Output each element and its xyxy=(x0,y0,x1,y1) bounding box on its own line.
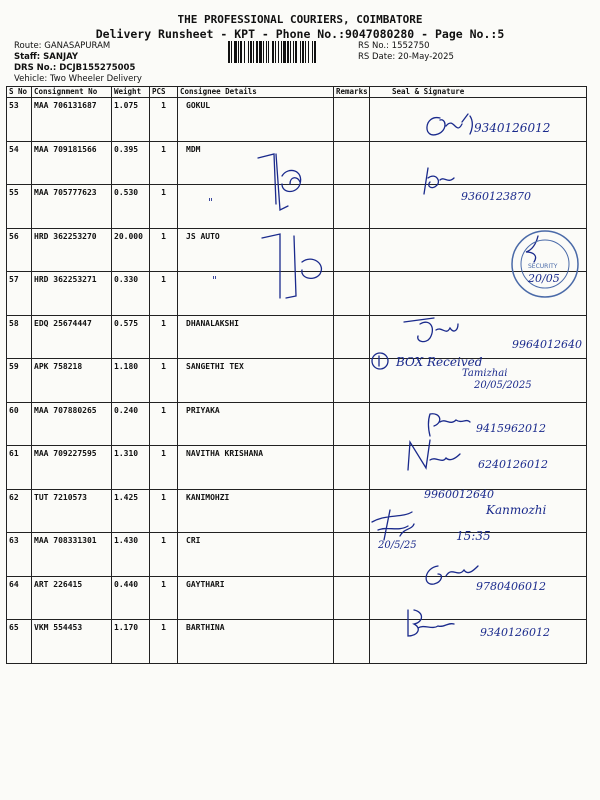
cell-remarks xyxy=(334,620,370,664)
table-row xyxy=(7,533,587,577)
phone-55: 9360123870 xyxy=(461,190,531,203)
phone-62: 9960012640 xyxy=(424,488,494,501)
rs-date: RS Date: 20-May-2025 xyxy=(358,52,454,62)
name-59: Tamizhai xyxy=(462,368,508,379)
cell-consignee: JS AUTO xyxy=(178,228,334,272)
cell-weight: 20.000 xyxy=(112,228,150,272)
phone-61: 6240126012 xyxy=(478,458,548,471)
col-weight: Weight xyxy=(112,87,150,98)
cell-pcs: 1 xyxy=(150,533,178,577)
cell-remarks xyxy=(334,228,370,272)
cell-consignee: NAVITHA KRISHANA xyxy=(178,446,334,490)
rs-number: RS No.: 1552750 xyxy=(358,41,430,51)
cell-consignee xyxy=(178,272,334,316)
table-header-row xyxy=(7,87,587,98)
cell-pcs: 1 xyxy=(150,98,178,142)
table-row xyxy=(7,141,587,185)
cell-consignee xyxy=(178,185,334,229)
cell-signature xyxy=(370,315,587,359)
stamp-text: SECURITY xyxy=(528,263,558,270)
cell-consignment-no: ART 226415 xyxy=(32,576,112,620)
cell-consignment-no: MAA 707880265 xyxy=(32,402,112,446)
cell-consignee: PRIYAKA xyxy=(178,402,334,446)
time-63: 15:35 xyxy=(456,529,491,543)
col-pcs: PCS xyxy=(150,87,178,98)
cell-sno: 61 xyxy=(7,446,32,490)
cell-pcs: 1 xyxy=(150,489,178,533)
cell-signature xyxy=(370,576,587,620)
phone-58: 9964012640 xyxy=(512,338,582,351)
cell-sno: 55 xyxy=(7,185,32,229)
cell-weight: 0.330 xyxy=(112,272,150,316)
cell-signature xyxy=(370,402,587,446)
table-row xyxy=(7,228,587,272)
table-row xyxy=(7,98,587,142)
cell-sno: 58 xyxy=(7,315,32,359)
barcode-icon xyxy=(228,41,353,63)
cell-signature xyxy=(370,141,587,185)
cell-weight: 0.440 xyxy=(112,576,150,620)
cell-pcs: 1 xyxy=(150,141,178,185)
cell-consignment-no: TUT 7210573 xyxy=(32,489,112,533)
col-consignee: Consignee Details xyxy=(178,87,334,98)
cell-sno: 63 xyxy=(7,533,32,577)
table-row xyxy=(7,489,587,533)
table-row xyxy=(7,272,587,316)
table-row xyxy=(7,185,587,229)
cell-consignee: BARTHINA xyxy=(178,620,334,664)
col-remarks: Remarks xyxy=(334,87,370,98)
cell-weight: 1.430 xyxy=(112,533,150,577)
cell-consignment-no: MAA 705777623 xyxy=(32,185,112,229)
phone-64: 9780406012 xyxy=(476,580,546,593)
cell-consignment-no: MAA 709227595 xyxy=(32,446,112,490)
col-consignment: Consignment No xyxy=(32,87,112,98)
cell-pcs: 1 xyxy=(150,185,178,229)
cell-weight: 1.425 xyxy=(112,489,150,533)
table-row xyxy=(7,315,587,359)
cell-consignment-no: HRD 362253271 xyxy=(32,272,112,316)
cell-signature xyxy=(370,98,587,142)
svg-text:": " xyxy=(212,274,218,287)
cell-consignee: DHANALAKSHI xyxy=(178,315,334,359)
cell-consignment-no: APK 758218 xyxy=(32,359,112,403)
cell-remarks xyxy=(334,489,370,533)
cell-sno: 62 xyxy=(7,489,32,533)
cell-sno: 64 xyxy=(7,576,32,620)
cell-signature xyxy=(370,272,587,316)
cell-consignment-no: MAA 708331301 xyxy=(32,533,112,577)
cell-pcs: 1 xyxy=(150,620,178,664)
cell-weight: 0.530 xyxy=(112,185,150,229)
runsheet-table xyxy=(6,86,587,664)
table-row xyxy=(7,402,587,446)
cell-weight: 1.310 xyxy=(112,446,150,490)
svg-text:": " xyxy=(208,196,214,209)
cell-weight: 1.170 xyxy=(112,620,150,664)
cell-remarks xyxy=(334,533,370,577)
cell-remarks xyxy=(334,446,370,490)
phone-65: 9340126012 xyxy=(480,626,550,639)
cell-pcs: 1 xyxy=(150,228,178,272)
cell-consignee: SANGETHI TEX xyxy=(178,359,334,403)
cell-consignment-no: EDQ 25674447 xyxy=(32,315,112,359)
date-63: 20/5/25 xyxy=(378,540,417,551)
drs-label: DRS No.: DCJB155275005 xyxy=(14,63,136,73)
cell-signature xyxy=(370,533,587,577)
col-sno: S No xyxy=(7,87,32,98)
table-row xyxy=(7,446,587,490)
staff-label: Staff: SANJAY xyxy=(14,52,79,62)
cell-pcs: 1 xyxy=(150,315,178,359)
cell-pcs: 1 xyxy=(150,272,178,316)
cell-weight: 0.240 xyxy=(112,402,150,446)
cell-remarks xyxy=(334,576,370,620)
cell-sno: 60 xyxy=(7,402,32,446)
cell-pcs: 1 xyxy=(150,576,178,620)
cell-sno: 56 xyxy=(7,228,32,272)
phone-60: 9415962012 xyxy=(476,422,546,435)
col-signature: Seal & Signature xyxy=(370,87,587,98)
cell-sno: 57 xyxy=(7,272,32,316)
cell-weight: 0.575 xyxy=(112,315,150,359)
cell-sno: 54 xyxy=(7,141,32,185)
cell-remarks xyxy=(334,359,370,403)
cell-signature xyxy=(370,620,587,664)
cell-weight: 0.395 xyxy=(112,141,150,185)
cell-weight: 1.180 xyxy=(112,359,150,403)
route-label: Route: GANASAPURAM xyxy=(14,41,111,51)
company-title: THE PROFESSIONAL COURIERS, COIMBATORE xyxy=(177,13,423,26)
cell-remarks xyxy=(334,402,370,446)
cell-signature xyxy=(370,446,587,490)
phone-53: 9340126012 xyxy=(474,121,551,135)
stamp-date: 20/05 xyxy=(528,272,560,285)
vehicle-label: Vehicle: Two Wheeler Delivery xyxy=(14,74,142,84)
cell-remarks xyxy=(334,315,370,359)
cell-consignee: GOKUL xyxy=(178,98,334,142)
cell-signature xyxy=(370,228,587,272)
note-59: BOX Received xyxy=(396,355,483,369)
cell-consignee: KANIMOHZI xyxy=(178,489,334,533)
name-62: Kanmozhi xyxy=(486,503,547,517)
cell-signature xyxy=(370,489,587,533)
cell-pcs: 1 xyxy=(150,446,178,490)
cell-sno: 59 xyxy=(7,359,32,403)
cell-pcs: 1 xyxy=(150,402,178,446)
cell-consignment-no: VKM 554453 xyxy=(32,620,112,664)
cell-remarks xyxy=(334,141,370,185)
cell-pcs: 1 xyxy=(150,359,178,403)
cell-remarks xyxy=(334,98,370,142)
cell-consignee: GAYTHARI xyxy=(178,576,334,620)
cell-signature xyxy=(370,359,587,403)
cell-signature xyxy=(370,185,587,229)
cell-weight: 1.075 xyxy=(112,98,150,142)
table-row xyxy=(7,620,587,664)
cell-remarks xyxy=(334,185,370,229)
cell-consignment-no: HRD 362253270 xyxy=(32,228,112,272)
cell-consignment-no: MAA 709181566 xyxy=(32,141,112,185)
cell-consignment-no: MAA 706131687 xyxy=(32,98,112,142)
table-row xyxy=(7,576,587,620)
runsheet-subtitle: Delivery Runsheet - KPT - Phone No.:9047080280 - Page No.:5 xyxy=(95,27,505,41)
date-59: 20/05/2025 xyxy=(474,380,532,391)
cell-sno: 65 xyxy=(7,620,32,664)
cell-consignee: CRI xyxy=(178,533,334,577)
cell-remarks xyxy=(334,272,370,316)
cell-consignee: MDM xyxy=(178,141,334,185)
table-row xyxy=(7,359,587,403)
cell-sno: 53 xyxy=(7,98,32,142)
